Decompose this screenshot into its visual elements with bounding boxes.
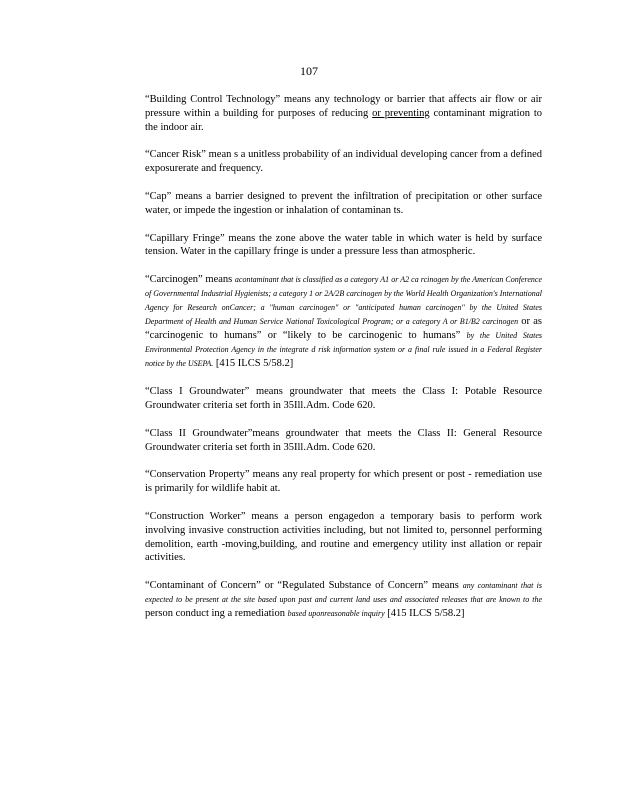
definition-building-control-technology: [145, 93, 542, 134]
definition-contaminant-of-concern: [145, 579, 542, 621]
definition-text-continued: contaminant migration to the indoor air.: [145, 107, 542, 133]
definition-cap: “Cap” means a barrier designed to prevent the infiltration of precipitation or other surface water, or impede the ingestion or inhalation of contaminan ts.: [145, 190, 542, 216]
statutory-italic-text-continued: based uponreasonable inquiry: [287, 609, 385, 619]
statute-citation: [415 ILCS 5/58.2]: [213, 358, 294, 370]
definition-text: or as “carcinogenic to humans” or “likely to be carcinogenic to humans”: [145, 316, 543, 342]
definition-lead: “Carcinogen” means: [145, 274, 235, 286]
definition-text: “Building Control Technology” means any technology or barrier that affects air flow or air pressure within a building for purposes of reducing: [145, 94, 542, 119]
definition-text: person conduct ing a remediation: [145, 608, 288, 620]
definition-cancer-risk: “Cancer Risk” mean s a unitless probability of an individual developing cancer from a defined exposurerate and frequency.: [145, 149, 542, 175]
page-number: 107: [300, 64, 318, 78]
statutory-italic-text-continued: by the United States Environmental Protection Agency in the integrate d risk information system or a final rule issued in a Federal Register notice by the USEPA.: [145, 331, 542, 369]
definition-conservation-property: “Conservation Property” means any real property for which present or post - remediation use is primarily for wildlife habit at.: [145, 469, 542, 495]
definition-carcinogen: [145, 273, 542, 371]
underlined-text: or preventing: [372, 107, 430, 119]
definition-lead: “Contaminant of Concern” or “Regulated Substance of Concern” means: [145, 580, 463, 592]
statutory-italic-text: acontaminant that is classified as a category A1 or A2 ca rcinogen by the American Conference of Governmental Industrial Hygienists; a category 1 or 2A/2B carcinogen by the World Health Organization's International Agency for Research onCancer; a "human carcinogen" or "anticipated human carcinogen" by the United States Department of Health and Human Service National Toxicological Program; or a category A or B1/B2 carcinogen: [145, 275, 542, 327]
definition-construction-worker: “Construction Worker” means a person engagedon a temporary basis to perform work involving invasive construction activities including, but not limited to, personnel performing demolition, earth -moving,building, and routine and emergency utility inst allation or repair activities.: [145, 510, 542, 564]
statutory-italic-text: any contaminant that is expected to be present at the site based upon past and current land uses and associated releases that are known to the: [145, 581, 543, 605]
definitions-list: [145, 93, 542, 635]
definition-class-ii-groundwater: “Class II Groundwater”means groundwater that meets the Class II: General Resource Groundwater criteria set forth in 35Ill.Adm. Code 620.: [145, 427, 542, 453]
definition-class-i-groundwater: “Class I Groundwater” means groundwater that meets the Class I: Potable Resource Groundwater criteria set forth in 35Ill.Adm. Code 620.: [145, 386, 542, 411]
definition-capillary-fringe: “Capillary Fringe” means the zone above the water table in which water is held by surface tension. Water in the capillary fringe is under a pressure less than atmospheric.: [145, 232, 542, 258]
statute-citation: [415 ILCS 5/58.2]: [384, 608, 465, 620]
